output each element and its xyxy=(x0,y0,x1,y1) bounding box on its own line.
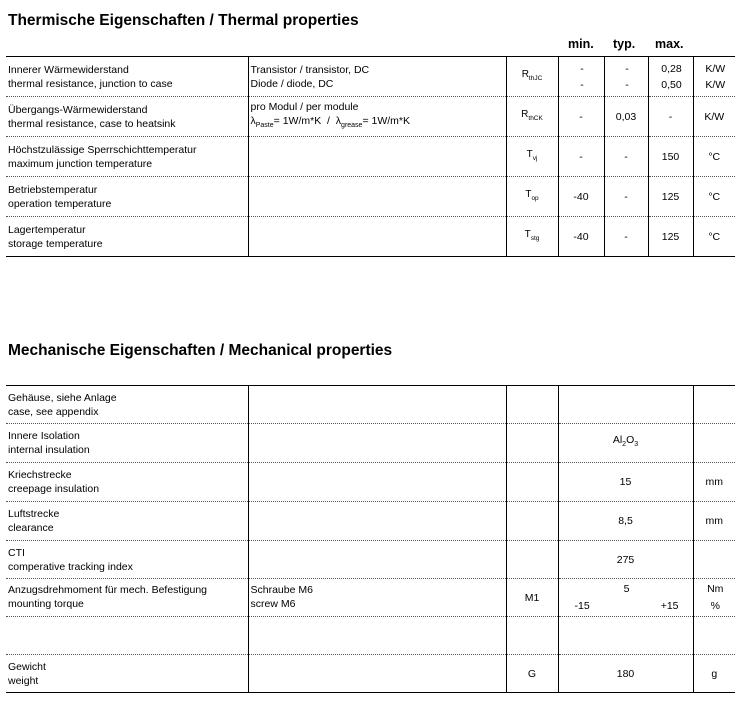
parameter-cell xyxy=(6,217,248,257)
unit-cell: °C xyxy=(693,217,735,257)
mechanical-properties-table xyxy=(6,385,735,693)
table-row xyxy=(6,97,735,137)
unit-cell: °C xyxy=(693,137,735,177)
condition-cell xyxy=(248,424,506,463)
unit-cell: g xyxy=(693,655,735,693)
symbol-cell xyxy=(506,502,558,541)
col-header-min: min. xyxy=(568,37,594,51)
formula-sub: 3 xyxy=(634,441,639,449)
param-en: maximum junction temperature xyxy=(8,157,153,170)
value-cell: 15 xyxy=(558,463,693,502)
symbol-cell xyxy=(506,57,558,97)
lambda-symbol: λ xyxy=(335,114,342,127)
condition-cell xyxy=(248,97,506,137)
value-cell: 8,5 xyxy=(558,502,693,541)
parameter-cell xyxy=(6,97,248,137)
symbol-cell xyxy=(506,424,558,463)
symbol: T xyxy=(524,228,531,240)
symbol-cell xyxy=(506,617,558,655)
param-de: Kriechstrecke xyxy=(8,469,72,481)
max-cell xyxy=(648,57,693,97)
formula-sub: 2 xyxy=(622,441,627,449)
min-cell: - xyxy=(558,137,604,177)
condition-cell xyxy=(248,463,506,502)
thermal-section-title: Thermische Eigenschaften / Thermal properties xyxy=(8,12,359,29)
typ-cell: - xyxy=(604,137,648,177)
symbol-sub: thJC xyxy=(528,74,543,82)
unit-cell: K/W xyxy=(693,97,735,137)
lambda-sub: Paste xyxy=(255,122,274,130)
thermal-properties-table xyxy=(6,56,735,257)
parameter-cell xyxy=(6,655,248,693)
unit-cell: mm xyxy=(693,502,735,541)
unit-cell xyxy=(693,617,735,655)
symbol-cell xyxy=(506,217,558,257)
max-value: 0,28 xyxy=(661,62,682,75)
symbol-sub: stg xyxy=(530,234,540,242)
min-cell: -40 xyxy=(558,217,604,257)
unit-value: Nm xyxy=(707,582,724,595)
table-row xyxy=(6,137,735,177)
param-en: comperative tracking index xyxy=(8,560,133,573)
symbol-cell xyxy=(506,386,558,424)
param-de: Höchstzulässige Sperrschichttemperatur xyxy=(8,143,197,156)
param-de: Luftstrecke xyxy=(8,508,60,520)
table-row xyxy=(6,463,735,502)
max-cell: 125 xyxy=(648,217,693,257)
unit-cell xyxy=(693,424,735,463)
table-row xyxy=(6,386,735,424)
condition-cell xyxy=(248,177,506,217)
table-row xyxy=(6,217,735,257)
tolerance-min: -15 xyxy=(574,599,590,612)
min-cell xyxy=(558,57,604,97)
condition-line: Transistor / transistor, DC xyxy=(250,63,370,76)
condition-cell xyxy=(248,137,506,177)
mechanical-section-title: Mechanische Eigenschaften / Mechanical properties xyxy=(8,342,393,359)
param-en: thermal resistance, case to heatsink xyxy=(8,117,176,130)
table-row xyxy=(6,502,735,541)
condition-line: Schraube M6 xyxy=(250,584,313,596)
symbol: T xyxy=(525,188,532,200)
table-row xyxy=(6,579,735,617)
torque-value: 5 xyxy=(623,582,630,595)
param-de: Gewicht xyxy=(8,660,46,673)
symbol: R xyxy=(521,108,529,120)
lambda-sub: grease xyxy=(341,122,363,130)
value-cell: 275 xyxy=(558,541,693,579)
table-row xyxy=(6,177,735,217)
typ-cell xyxy=(604,57,648,97)
param-en: case, see appendix xyxy=(8,405,99,418)
condition-cell xyxy=(248,502,506,541)
unit-value: K/W xyxy=(705,78,726,91)
unit-cell xyxy=(693,541,735,579)
typ-value: - xyxy=(625,62,629,75)
param-en: clearance xyxy=(8,522,54,534)
unit-cell xyxy=(693,57,735,97)
typ-cell: 0,03 xyxy=(604,97,648,137)
min-cell: - xyxy=(558,97,604,137)
min-cell: -40 xyxy=(558,177,604,217)
value-cell xyxy=(558,386,693,424)
parameter-cell xyxy=(6,57,248,97)
condition-cell xyxy=(248,655,506,693)
unit-cell xyxy=(693,386,735,424)
condition-line: pro Modul / per module xyxy=(250,100,359,113)
symbol: R xyxy=(521,68,529,80)
param-de: Übergangs-Wärmewiderstand xyxy=(8,103,148,116)
unit-cell: mm xyxy=(693,463,735,502)
max-cell: 125 xyxy=(648,177,693,217)
parameter-cell xyxy=(6,137,248,177)
param-de: Anzugsdrehmoment für mech. Befestigung xyxy=(8,584,208,596)
tolerance-max: +15 xyxy=(660,599,679,612)
col-header-typ: typ. xyxy=(613,37,636,51)
parameter-cell xyxy=(6,463,248,502)
value-cell xyxy=(558,579,693,617)
symbol-cell: G xyxy=(506,655,558,693)
condition-cell xyxy=(248,57,506,97)
max-value: 0,50 xyxy=(661,78,682,91)
condition-cell xyxy=(248,217,506,257)
parameter-cell xyxy=(6,617,248,655)
parameter-cell xyxy=(6,579,248,617)
unit-value: % xyxy=(710,599,720,612)
param-de: Innere Isolation xyxy=(8,430,80,442)
unit-cell: °C xyxy=(693,177,735,217)
param-en: operation temperature xyxy=(8,197,112,210)
lambda-value: = 1W/m*K / xyxy=(273,114,336,127)
condition-line xyxy=(251,114,506,133)
col-header-max: max. xyxy=(655,37,684,51)
param-en: mounting torque xyxy=(8,598,84,610)
param-de: Lagertemperatur xyxy=(8,223,86,236)
parameter-cell xyxy=(6,386,248,424)
condition-cell xyxy=(248,386,506,424)
unit-cell xyxy=(693,579,735,617)
table-row xyxy=(6,541,735,579)
max-cell: - xyxy=(648,97,693,137)
max-cell: 150 xyxy=(648,137,693,177)
min-value: - xyxy=(580,78,584,91)
symbol-sub: op xyxy=(531,194,539,202)
condition-line: Diode / diode, DC xyxy=(250,77,334,90)
symbol-cell xyxy=(506,177,558,217)
typ-cell: - xyxy=(604,177,648,217)
param-en: internal insulation xyxy=(8,444,90,456)
condition-line: screw M6 xyxy=(250,598,296,610)
param-de: Gehäuse, siehe Anlage xyxy=(8,391,117,404)
formula-part: O xyxy=(626,434,635,447)
parameter-cell xyxy=(6,177,248,217)
table-row xyxy=(6,655,735,693)
condition-cell xyxy=(248,541,506,579)
typ-cell: - xyxy=(604,217,648,257)
table-row xyxy=(6,617,735,655)
symbol-sub: vj xyxy=(532,154,538,162)
typ-value: - xyxy=(625,78,629,91)
lambda-symbol: λ xyxy=(250,114,256,127)
value-cell xyxy=(558,424,693,463)
parameter-cell xyxy=(6,541,248,579)
param-de: Innerer Wärmewiderstand xyxy=(8,63,129,76)
condition-cell xyxy=(248,579,506,617)
min-value: - xyxy=(580,62,584,75)
symbol-cell xyxy=(506,97,558,137)
parameter-cell xyxy=(6,502,248,541)
symbol-cell: M1 xyxy=(506,579,558,617)
param-de: CTI xyxy=(8,546,25,559)
symbol-cell xyxy=(506,137,558,177)
lambda-value: = 1W/m*K xyxy=(362,114,411,127)
parameter-cell xyxy=(6,424,248,463)
condition-cell xyxy=(248,617,506,655)
formula-part: Al xyxy=(612,434,623,447)
symbol: T xyxy=(526,148,533,160)
param-en: thermal resistance, junction to case xyxy=(8,77,173,90)
symbol-sub: thCK xyxy=(528,114,543,122)
param-en: creepage insulation xyxy=(8,483,100,495)
param-en: weight xyxy=(8,674,39,687)
value-cell xyxy=(558,617,693,655)
table-row xyxy=(6,424,735,463)
symbol-cell xyxy=(506,463,558,502)
param-en: storage temperature xyxy=(8,237,103,250)
param-de: Betriebstemperatur xyxy=(8,183,98,196)
symbol-cell xyxy=(506,541,558,579)
value-cell: 180 xyxy=(558,655,693,693)
table-row xyxy=(6,57,735,97)
unit-value: K/W xyxy=(705,62,726,75)
